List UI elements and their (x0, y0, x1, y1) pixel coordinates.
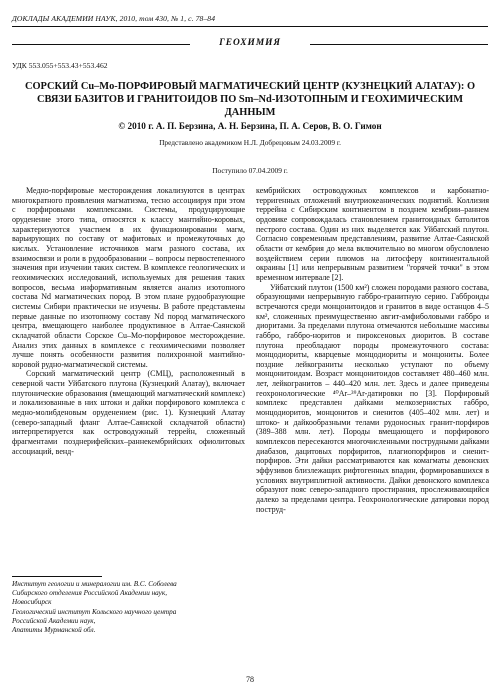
footnote-line: Российской Академии наук, (12, 616, 96, 625)
footnote-line: Новосибирск (12, 598, 52, 607)
section-title: ГЕОХИМИЯ (219, 38, 281, 48)
footnote-line: Сибирского отделения Российской Академии наук, (12, 589, 168, 598)
footnote-line: Апатиты Мурманской обл. (12, 626, 96, 635)
udk-code: УДК 553.055+553.43+553.462 (12, 61, 108, 70)
paragraph: кембрийских островодужных комплексов и карбонатно-терригенных отложений внутриокеанических поднятий. Коллизия террейна с Сибирским континентом в позднем кембрии–раннем ордовике сопровождалась становлением гранитоидных батолитов пестрого состава. Один из них выделяется как Уйбатский плутон. Согласно современным представлениям, развитие Алтае-Саянской области от кембрия до мела включительно во многом обусловлено воздействием серии плюмов на литосферу континентальной окраины [1] или непрерывным развитием "горячей точки" в этом временном интервале [2]. (256, 186, 489, 282)
paragraph: Медно-порфировые месторождения локализуются в центрах многократного проявления магматизма, тесно ассоциируя при этом с порфировыми комплексами. Системы, продуцирующие оруденение этого типа, относятся к классу мантийно-коровых, характеризуются участием в их функционировании магм, варьирующих по составу от мафитовых и промежуточных до кислых. Установление источников магм разного состава, их взаимосвязи и роли в рудообразовании – вопросы первостепенного значения при изучении таких систем. В комплексе геологических и геохимических исследований, используемых для решения таких вопросов, весьма информативным является анализ изотопного состава Nd магматических пород. В этом плане рудообразующие системы Сибири практически не изучены. В работе представлены первые данные по изотопному составу Nd пород магматического центра, вмещающего наиболее продуктивное в Алтае-Саянской складчатой области Сорское Cu–Mo-порфировое месторождение. Анализ этих данных в комплексе с геохимическими позволяет лучше понять особенности развития полихронной мантийно-коровой рудно-магматической системы. (12, 186, 245, 369)
footnote-line: Геологический институт Кольского научного центра (12, 607, 177, 616)
right-column (256, 186, 489, 680)
paragraph: Сорский магматический центр (СМЦ), расположенный в северной части Уйбатского плутона (Кузнецкий Алатау), включает плутонические образования (вмещающий магматический комплекс) и локализованные в них штоки и дайки порфирового комплекса с медно-молибденовым оруденением (рис. 1). Кузнецкий Алатау (северо-западный фланг Алтае-Саянской складчатой области) интерпретируется как островодужный террейн, сложенный фрагментами позднерифейских–раннекембрийских офиолитовых ассоциаций, венд- (12, 369, 245, 456)
left-column (12, 186, 245, 574)
header-rule (12, 26, 488, 27)
presented-by: Представлено академиком Н.Л. Добрецовым 24.03.2009 г. (159, 138, 341, 147)
affiliations-footnote (12, 580, 245, 635)
journal-header: ДОКЛАДЫ АКАДЕМИИ НАУК, 2010, том 430, № 1, с. 78–84 (12, 14, 216, 23)
footnote-rule (12, 576, 102, 577)
section-bar (12, 37, 488, 53)
authors: © 2010 г. А. П. Берзина, А. Н. Берзина, П. А. Серов, В. О. Гимон (118, 121, 382, 131)
received-date: Поступило 07.04.2009 г. (212, 166, 288, 175)
section-rule-right (310, 44, 488, 45)
footnote-line: Институт геологии и минералогии им. В.С. Соболева (12, 580, 177, 588)
page-number: 78 (246, 675, 254, 684)
article-title: СОРСКИЙ Cu–Mo-ПОРФИРОВЫЙ МАГМАТИЧЕСКИЙ ЦЕНТР (КУЗНЕЦКИЙ АЛАТАУ): О СВЯЗИ БАЗИТОВ И ГРАНИТОИДОВ ПО Sm–Nd-ИЗОТОПНЫМ И ГЕОХИМИЧЕСКИМ ДАННЫМ (24, 81, 476, 118)
paragraph: Уйбатский плутон (1500 км²) сложен породами разного состава, образующими непрерывную габбро-гранитную серию. Габброиды встречаются среди монцонитоидов и гранитов в виде останцов 4–5 км², сложенных преимущественно авгит-амфиболовыми габбро и диоритами. За пределами плутона отмечаются небольшие массивы габбро, габбро-норитов и пироксеновых диоритов. В составе плутона преобладают породы промежуточного состава: монцодиориты, кварцевые монцодиориты и монцониты. Более поздние лейкограниты несколько уступают по объему монцонитоидам. Возраст монцонитоидов составляет 480–460 млн. лет, лейкогранитов – 440–420 млн. лет. Здесь и далее приведены геохронологические ⁴⁰Ar–³⁹Ar-датировки по [3]. Порфировый комплекс представлен дайками мелкозернистых габбро, монцодиоритов, монцонитов и сиенитов (405–402 млн. лет) и штоко- и дайкообразными телами рудоносных гранит-порфиров (389–388 млн. лет). Породы вмещающего и порфирового комплексов пересекаются многочисленными пострудными дайками диабазов, дацитовых порфиритов, плагиопорфиров и сиенит-порфиров. Эти дайки рассматриваются как комагматы девонских эффузивов близлежащих рифтогенных впадин, формировавшихся в условиях внутриплитной активности. Дайки девонского комплекса образуют пояс северо-западного простирания, прослеживающийся далеко за пределами центра. Геохронологические датировки пород поструд- (256, 282, 489, 514)
